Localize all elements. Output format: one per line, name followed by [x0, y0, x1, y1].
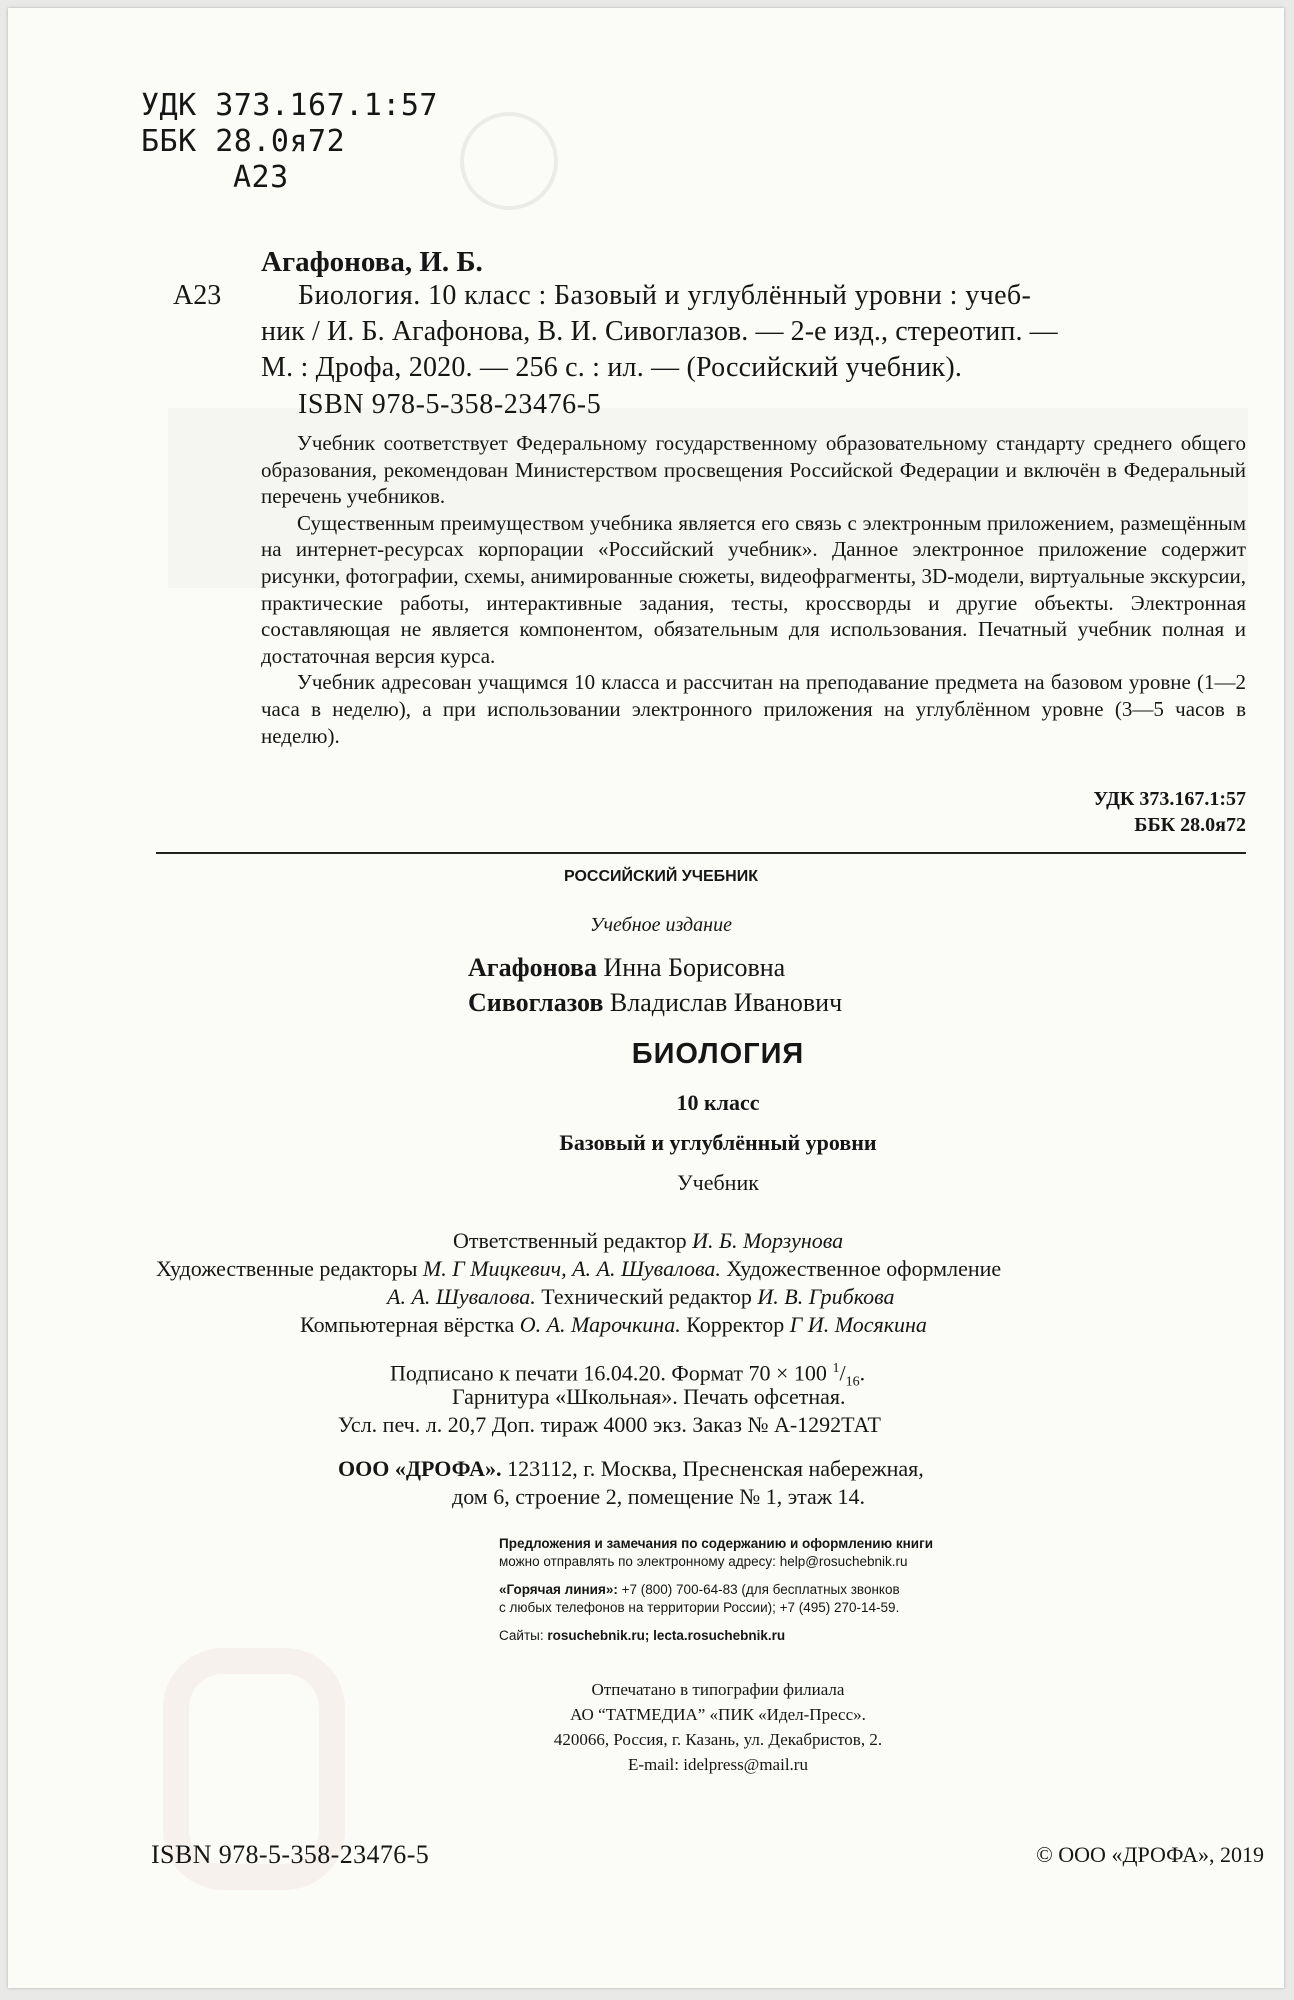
- credit-design-tech: [387, 1282, 895, 1311]
- contacts-proposals-2: [499, 1554, 907, 1569]
- contacts-email[interactable]: help@rosuchebnik.ru: [779, 1554, 908, 1569]
- book-type: Учебник: [677, 1170, 759, 1195]
- annotation-bbk: ББК 28.0я72: [1134, 814, 1246, 836]
- credit-responsible-name: И. Б. Морзунова: [692, 1228, 844, 1253]
- print-line-3: Усл. печ. л. 20,7 Доп. тираж 4000 экз. Заказ № А-1292ТАТ: [338, 1412, 881, 1437]
- footer-isbn: ISBN 978-5-358-23476-5: [151, 1840, 430, 1869]
- annotation-paragraph-1: Учебник соответствует Федеральному государственному образовательному стандарту среднего общего образования, рекомендован Министерством просвещения Российской Федерации и включён в Федеральный перечень учебников.: [261, 431, 1246, 509]
- credit-art: [156, 1254, 1001, 1283]
- header-bbk-value: 28.0я72: [215, 124, 346, 159]
- footer-copyright: © ООО «ДРОФА», 2019: [1036, 1842, 1264, 1867]
- credit-design-name: А. А. Шувалова.: [387, 1284, 536, 1309]
- contacts-sites-label: Сайты:: [499, 1628, 544, 1643]
- book-level: Базовый и углублённый уровни: [559, 1130, 877, 1155]
- format-fraction-den: 16: [845, 1374, 860, 1390]
- catalog-author: Агафонова, И. Б.: [261, 246, 483, 278]
- header-udk-label: УДК: [141, 88, 197, 123]
- header-bbk-label: ББК: [141, 124, 197, 159]
- catalog-line-2: ник / И. Б. Агафонова, В. И. Сивоглазов. — 2-е изд., стереотип. —: [261, 316, 1058, 347]
- author-1-last: Агафонова: [468, 953, 597, 982]
- credit-proof-name: Г И. Мосякина: [789, 1312, 927, 1337]
- contacts-proposals-1: Предложения и замечания по содержанию и оформлению книги: [499, 1536, 934, 1551]
- printer-line-1: Отпечатано в типографии филиала: [591, 1680, 845, 1699]
- contacts-sites-links[interactable]: rosuchebnik.ru; lecta.rosuchebnik.ru: [547, 1628, 786, 1643]
- catalog-line-3: М. : Дрофа, 2020. — 256 с. : ил. — (Российский учебник).: [261, 352, 963, 383]
- publisher-address-2: дом 6, строение 2, помещение № 1, этаж 14.: [452, 1484, 866, 1509]
- header-code: А23: [233, 160, 289, 195]
- credit-responsible-label: Ответственный редактор: [453, 1228, 687, 1253]
- credit-responsible: [453, 1226, 843, 1255]
- edition-type: Учебное издание: [590, 914, 732, 936]
- author-1: [468, 953, 785, 983]
- format-fraction-num: 1: [832, 1361, 840, 1376]
- contacts-hotline-text-1: +7 (800) 700-64-83 (для бесплатных звонков: [621, 1582, 900, 1597]
- contacts-sites: [499, 1628, 785, 1643]
- credit-layout-label: Компьютерная вёрстка: [300, 1312, 515, 1337]
- author-2: [468, 988, 842, 1018]
- print-line-1-text: Подписано к печати 16.04.20. Формат 70 × 100: [390, 1360, 827, 1386]
- author-2-rest: Владислав Иванович: [609, 988, 843, 1017]
- annotation-paragraph-2: Существенным преимуществом учебника является его связь с электронным приложением, размещённым на интернет-ресурсах корпорации «Российский учебник». Данное электронное приложение содержит рисунки, фотографии, схемы, анимированные сюжеты, видеофрагменты, 3D-модели, виртуальные экскурсии, практические работы, интерактивные задания, тесты, кроссворды и другие объекты. Электронная составляющая не является компонентом, обязательным для использования. Печатный учебник полная и достаточная версия курса.: [261, 510, 1246, 668]
- printer-line-4: E-mail: idelpress@mail.ru: [628, 1755, 808, 1774]
- contacts-proposals-2-text: можно отправлять по электронному адресу:: [499, 1554, 776, 1569]
- header-udk: [141, 88, 438, 124]
- annotation-paragraph-3: Учебник адресован учащимся 10 класса и рассчитан на преподавание предмета на базовом уровне (1—2 часа в неделю), а при использовании электронного приложения на углублённом уровне (3—5 часов в неделю).: [261, 670, 1246, 748]
- print-line-1: Подписано к печати 16.04.20. Формат 70 × 100 $^1/_{16}$.: [390, 1360, 866, 1390]
- book-title: БИОЛОГИЯ: [631, 1038, 805, 1070]
- credit-tech-label: Технический редактор: [541, 1284, 752, 1309]
- printer-line-2: АО “ТАТМЕДИА” «ПИК «Идел-Пресс».: [570, 1705, 866, 1724]
- credit-tech-name: И. В. Грибкова: [757, 1284, 895, 1309]
- printer-line-3: 420066, Россия, г. Казань, ул. Декабристов, 2.: [553, 1730, 883, 1749]
- catalog-line-1: Биология. 10 класс : Базовый и углублённый уровни : учеб-: [298, 280, 1032, 311]
- book-page: [8, 8, 1284, 1988]
- catalog-isbn: ISBN 978-5-358-23476-5: [298, 389, 602, 420]
- credit-art-label: Художественные редакторы: [156, 1256, 418, 1281]
- credit-proof-label: Корректор: [686, 1312, 785, 1337]
- header-bbk: [141, 124, 345, 160]
- contacts-hotline-2: с любых телефонов на территории России); +7 (495) 270-14-59.: [499, 1600, 900, 1615]
- publisher-address-1: 123112, г. Москва, Пресненская набережная,: [507, 1456, 924, 1481]
- annotation-udk: УДК 373.167.1:57: [1093, 788, 1246, 810]
- publisher-line-1: [338, 1454, 924, 1483]
- credit-design-label: Художественное оформление: [726, 1256, 1002, 1281]
- bleed-through-circle: [460, 112, 558, 210]
- publisher-name: ООО «ДРОФА».: [338, 1456, 502, 1481]
- print-line-2: Гарнитура «Школьная». Печать офсетная.: [452, 1384, 846, 1409]
- divider-line: [156, 852, 1246, 854]
- credit-art-names: М. Г Мицкевич, А. А. Шувалова.: [422, 1256, 721, 1281]
- header-udk-value: 373.167.1:57: [215, 88, 438, 123]
- series-title: РОССИЙСКИЙ УЧЕБНИК: [564, 868, 758, 885]
- credit-layout-proof: [300, 1310, 927, 1339]
- author-2-last: Сивоглазов: [468, 988, 604, 1017]
- contacts-hotline-1: [499, 1582, 900, 1597]
- credit-layout-name: О. А. Марочкина.: [519, 1312, 681, 1337]
- contacts-hotline-label: «Горячая линия»:: [499, 1582, 618, 1597]
- annotation: [261, 430, 1246, 749]
- catalog-code: А23: [173, 280, 222, 311]
- book-grade: 10 класс: [676, 1090, 760, 1115]
- author-1-rest: Инна Борисовна: [603, 953, 786, 982]
